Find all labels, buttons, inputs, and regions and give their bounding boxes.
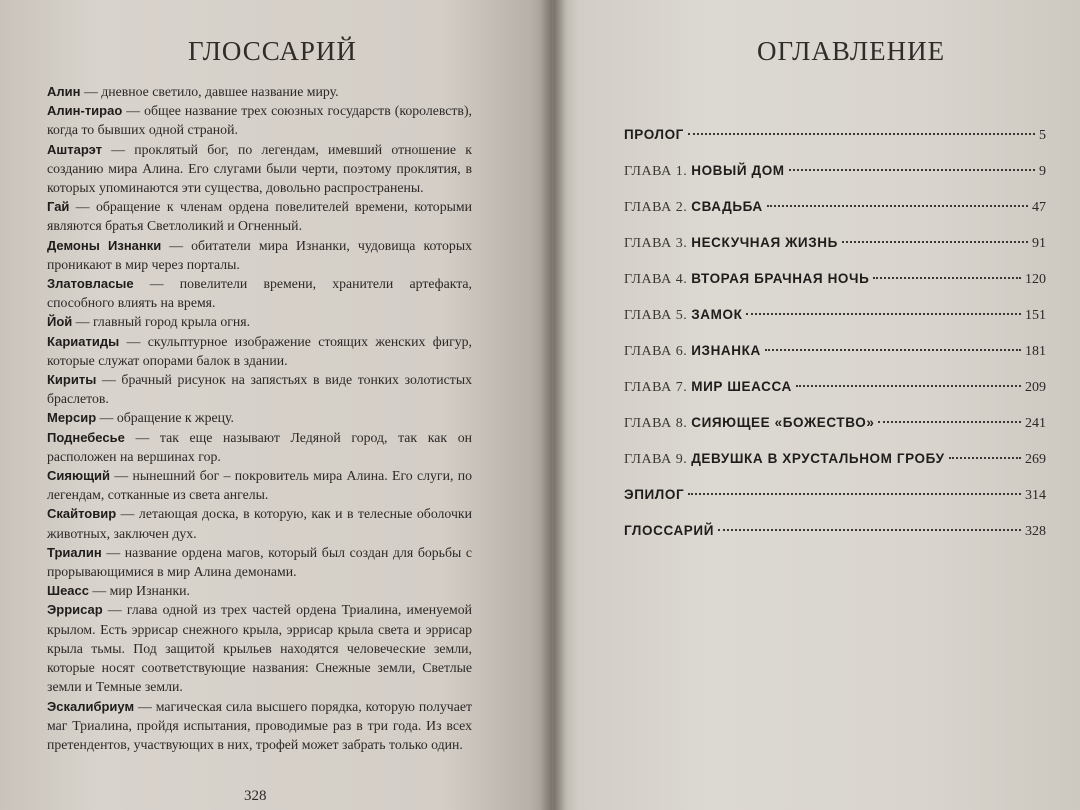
toc-chapter-number: ГЛАВА 4.	[624, 272, 692, 287]
glossary-definition: — нынешний бог – покровитель мира Алина. Его слуги, по легендам, сотканные из света ангелы.	[47, 468, 472, 503]
glossary-entry	[47, 101, 472, 139]
glossary-term: Эррисар	[47, 602, 103, 618]
glossary-term: Скайтовир	[47, 506, 117, 522]
glossary-term: Кириты	[47, 372, 97, 388]
toc-chapter-number: ГЛАВА 7.	[624, 380, 692, 395]
page-number: 328	[244, 788, 267, 804]
toc-page-number: 241	[1025, 416, 1046, 431]
glossary-term: Йой	[47, 314, 73, 330]
toc-row	[624, 307, 1046, 333]
toc-page-number: 269	[1025, 452, 1046, 467]
toc-page-number: 9	[1039, 164, 1046, 179]
glossary-entry	[47, 332, 472, 370]
glossary-definition: — повелители времени, хранители артефакта, способного влиять на время.	[47, 276, 472, 311]
glossary-entry	[47, 140, 472, 198]
table-of-contents	[624, 127, 1046, 559]
glossary-term: Златовласые	[47, 276, 134, 292]
toc-leader-dots	[688, 493, 1021, 495]
glossary-definition: — так еще называют Ледяной город, так как он расположен на вершинах гор.	[47, 429, 472, 464]
toc-leader-dots	[842, 241, 1028, 243]
toc-chapter-number: ГЛАВА 2.	[624, 200, 692, 215]
glossary-term: Шеасс	[47, 583, 89, 599]
toc-title: ДЕВУШКА В ХРУСТАЛЬНОМ ГРОБУ	[691, 451, 945, 466]
toc-row	[624, 163, 1046, 189]
glossary-entry	[47, 428, 472, 466]
toc-row	[624, 127, 1046, 153]
glossary-definition: — дневное светило, давшее название миру.	[80, 84, 339, 99]
toc-title: ВТОРАЯ БРАЧНАЯ НОЧЬ	[691, 271, 870, 286]
toc-title: СВАДЬБА	[691, 199, 763, 214]
glossary-list	[47, 82, 472, 754]
glossary-term: Алин	[47, 84, 81, 99]
glossary-term: Сияющий	[47, 468, 111, 484]
glossary-term: Триалин	[47, 544, 102, 560]
glossary-entry	[47, 581, 472, 600]
toc-title: ИЗНАНКА	[691, 343, 761, 358]
toc-chapter-number: ГЛАВА 3.	[624, 236, 692, 251]
toc-leader-dots	[718, 529, 1021, 531]
glossary-entry	[47, 408, 472, 427]
glossary-definition: — название ордена магов, который был создан для борьбы с прорывающимися в мир Алина демонами.	[47, 544, 472, 580]
glossary-term: Кариатиды	[47, 333, 120, 349]
toc-chapter-number: ГЛАВА 1.	[624, 164, 692, 179]
glossary-definition: — главный город крыла огня.	[72, 314, 251, 330]
book-gutter	[540, 0, 566, 810]
glossary-entry	[47, 466, 472, 504]
glossary-definition: — скульптурное изображение стоящих женских фигур, которые служат опорами балок в здании.	[47, 333, 472, 368]
toc-row	[624, 343, 1046, 369]
toc-chapter-number: ГЛАВА 6.	[624, 344, 692, 359]
toc-page-number: 120	[1025, 272, 1046, 287]
glossary-definition: — магическая сила высшего порядка, которую получает маг Триалина, пройдя испытания, проводимые раз в три года. Из всех претендентов, участвующих в них, трофей может забрать только один.	[47, 698, 472, 752]
glossary-entry	[47, 274, 472, 312]
toc-title: НОВЫЙ ДОМ	[691, 163, 785, 178]
toc-leader-dots	[873, 277, 1021, 279]
glossary-term: Аштарэт	[47, 141, 102, 157]
glossary-definition: — обитатели мира Изнанки, чудовища которых проникают в мир через порталы.	[47, 237, 472, 272]
toc-page-number: 328	[1025, 524, 1046, 539]
toc-row	[624, 451, 1046, 477]
toc-title: НЕСКУЧНАЯ ЖИЗНЬ	[691, 235, 838, 250]
toc-page-number: 314	[1025, 488, 1046, 503]
glossary-definition: — обращение к жрецу.	[96, 410, 234, 426]
toc-leader-dots	[767, 205, 1028, 207]
toc-title: МИР ШЕАССА	[691, 379, 792, 394]
glossary-term: Гай	[47, 199, 70, 215]
toc-page-number: 47	[1032, 200, 1046, 215]
toc-leader-dots	[878, 421, 1021, 423]
toc-leader-dots	[688, 133, 1035, 135]
glossary-entry	[47, 697, 472, 755]
toc-leader-dots	[746, 313, 1021, 315]
toc-title: ПРОЛОГ	[624, 127, 684, 142]
toc-page-number: 181	[1025, 344, 1046, 359]
glossary-term: Демоны Изнанки	[47, 237, 162, 253]
toc-chapter-number: ГЛАВА 9.	[624, 452, 692, 467]
toc-leader-dots	[765, 349, 1021, 351]
toc-title: ЗАМОК	[691, 307, 743, 322]
toc-page-number: 91	[1032, 236, 1046, 251]
glossary-entry	[47, 82, 472, 101]
toc-title: СИЯЮЩЕЕ «БОЖЕСТВО»	[691, 415, 875, 430]
glossary-definition: — глава одной из трех частей ордена Триалина, именуемой крылом. Есть эррисар снежного крыла, эррисар крыла света и эррисар крыла тьмы. Под защитой крыльев находятся человеческие земли, которые носят соответствующие названия: Снежные земли, Светлые земли и Темные земли.	[47, 602, 472, 695]
toc-page-number: 5	[1039, 128, 1046, 143]
contents-heading: ОГЛАВЛЕНИЕ	[757, 36, 946, 66]
toc-page-number: 209	[1025, 380, 1046, 395]
glossary-entry	[47, 543, 472, 581]
toc-row	[624, 487, 1046, 513]
glossary-term: Эскалибриум	[47, 698, 135, 714]
toc-chapter-number: ГЛАВА 5.	[624, 308, 692, 323]
glossary-definition: — брачный рисунок на запястьях в виде тонких золотистых браслетов.	[47, 372, 472, 407]
right-page	[552, 0, 1080, 810]
glossary-heading: ГЛОССАРИЙ	[188, 36, 357, 66]
glossary-term: Мерсир	[47, 410, 97, 426]
toc-leader-dots	[796, 385, 1021, 387]
glossary-term: Алин-тирао	[47, 103, 123, 119]
toc-row	[624, 271, 1046, 297]
glossary-entry	[47, 312, 472, 331]
glossary-entry	[47, 600, 472, 696]
toc-row	[624, 235, 1046, 261]
toc-leader-dots	[789, 169, 1035, 171]
toc-chapter-number: ГЛАВА 8.	[624, 416, 692, 431]
toc-row	[624, 415, 1046, 441]
toc-row	[624, 523, 1046, 549]
toc-row	[624, 379, 1046, 405]
toc-leader-dots	[949, 457, 1021, 459]
glossary-entry	[47, 370, 472, 408]
glossary-definition: — общее название трех союзных государств (королевств), когда то бывших одной страной.	[47, 103, 472, 138]
glossary-definition: — летающая доска, в которую, как и в телесные оболочки животных, заключен дух.	[47, 506, 472, 541]
glossary-entry	[47, 236, 472, 274]
glossary-entry	[47, 197, 472, 235]
glossary-term: Поднебесье	[47, 429, 125, 445]
toc-row	[624, 199, 1046, 225]
glossary-entry	[47, 504, 472, 542]
glossary-definition: — обращение к членам ордена повелителей времени, которыми являются братья Светлоликий и Огненный.	[47, 199, 472, 234]
glossary-definition: — мир Изнанки.	[88, 583, 190, 599]
glossary-definition: — проклятый бог, по легендам, имевший отношение к созданию мира Алина. Его слугами были черти, поэтому проклятия, в которых упоминаются эти существа, довольно распространены.	[47, 141, 472, 196]
toc-title: ЭПИЛОГ	[624, 487, 685, 502]
toc-page-number: 151	[1025, 308, 1046, 323]
toc-title: ГЛОССАРИЙ	[624, 523, 715, 538]
